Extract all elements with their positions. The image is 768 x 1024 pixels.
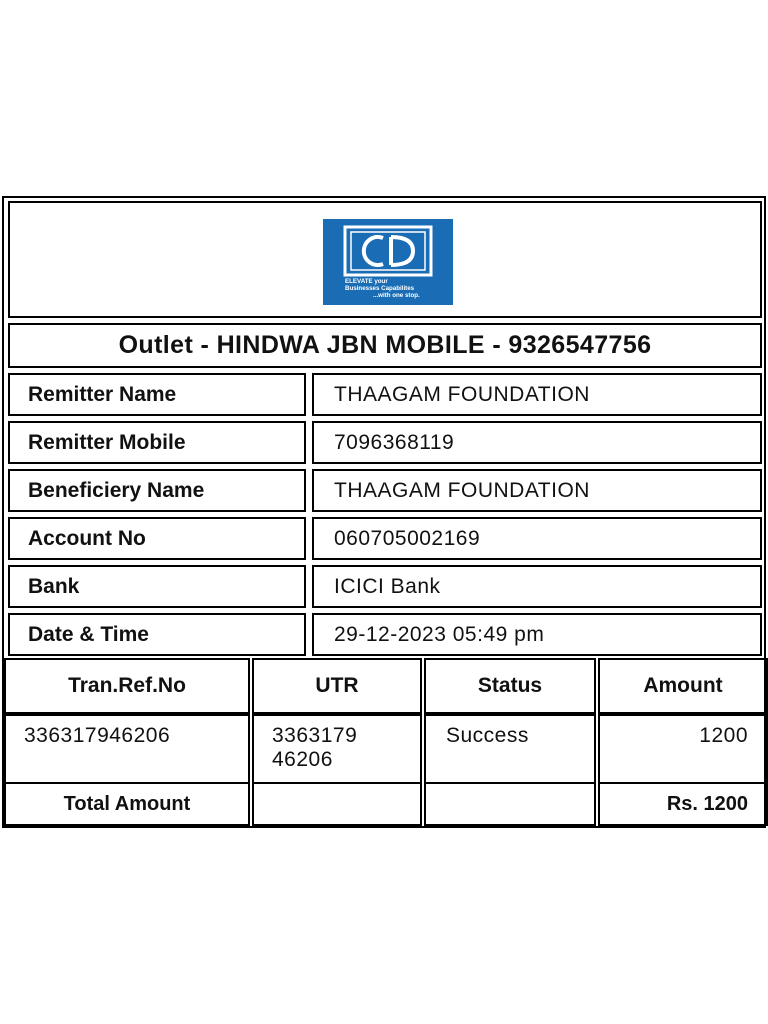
tagline-line-3: ...with one stop.	[373, 291, 420, 299]
detail-value: THAAGAM FOUNDATION	[312, 469, 762, 512]
detail-label: Account No	[8, 517, 306, 560]
utr-line-2: 46206	[272, 748, 333, 771]
detail-label: Beneficiery Name	[8, 469, 306, 512]
cell-ref: 336317946206	[4, 714, 250, 784]
total-empty-status	[424, 782, 596, 826]
detail-value: ICICI Bank	[312, 565, 762, 608]
detail-label: Bank	[8, 565, 306, 608]
logo-section	[8, 201, 762, 318]
detail-value: 29-12-2023 05:49 pm	[312, 613, 762, 656]
cd-monogram-icon	[343, 225, 433, 277]
receipt	[2, 196, 766, 828]
tagline-line-1: ELEVATE your	[345, 278, 388, 285]
outlet-header	[8, 323, 762, 368]
total-value: Rs. 1200	[598, 782, 768, 826]
detail-label: Date & Time	[8, 613, 306, 656]
detail-value: 060705002169	[312, 517, 762, 560]
col-header-status: Status	[424, 658, 596, 714]
col-header-utr: UTR	[252, 658, 422, 714]
col-header-ref: Tran.Ref.No	[4, 658, 250, 714]
cell-status: Success	[424, 714, 596, 784]
utr-line-1: 3363179	[272, 724, 358, 747]
detail-label: Remitter Mobile	[8, 421, 306, 464]
col-header-amount: Amount	[598, 658, 768, 714]
cell-amount: 1200	[598, 714, 768, 784]
tagline-line-2: Businesses Capabilites	[345, 284, 415, 292]
total-empty-utr	[252, 782, 422, 826]
outlet-title: Outlet - HINDWA JBN MOBILE - 9326547756	[118, 331, 652, 359]
detail-value: THAAGAM FOUNDATION	[312, 373, 762, 416]
detail-value: 7096368119	[312, 421, 762, 464]
detail-label: Remitter Name	[8, 373, 306, 416]
total-label: Total Amount	[4, 782, 250, 826]
cell-utr	[252, 714, 422, 784]
company-logo	[323, 219, 453, 305]
logo-tagline	[345, 279, 451, 299]
